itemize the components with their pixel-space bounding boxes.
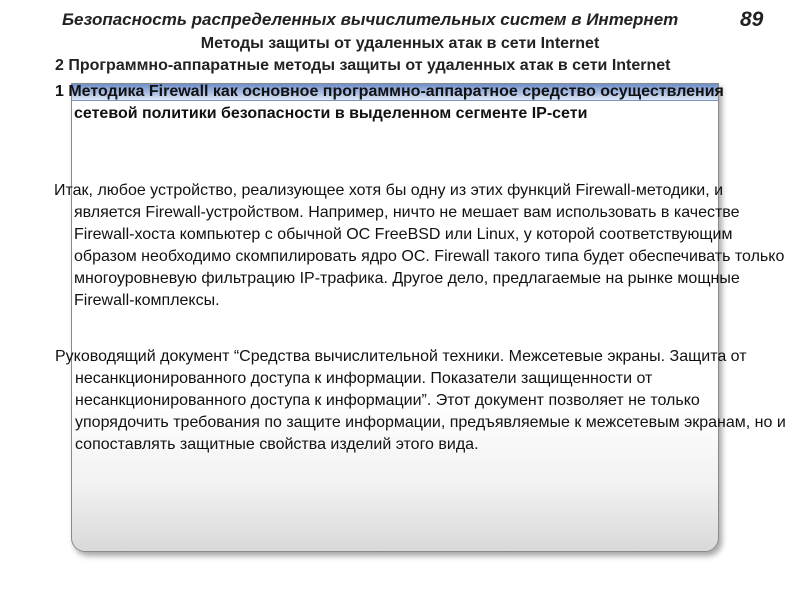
page-number: 89 <box>740 8 764 31</box>
page-subtitle: Методы защиты от удаленных атак в сети Internet <box>200 35 600 52</box>
body-paragraph-2: Руководящий документ “Средства вычислительной техники. Межсетевые экраны. Защита от несанкционированного доступа к информации. Показатели защищенности от несанкционированного доступа к информации”. Этот документ позволяет не только упорядочить требования по защите информации, предъявляемые к межсетевым экранам, но и сопоставлять защитные свойства изделий этого вида. <box>55 348 786 453</box>
subsection-heading: 1 Методика Firewall как основное программно-аппаратное средство осуществления сетевой политики безопасности в выделенном сегменте IP-сети <box>55 83 724 122</box>
content-panel <box>71 83 719 552</box>
page-header-title: Безопасность распределенных вычислительных систем в Интернет <box>62 10 679 29</box>
body-paragraph-1: Итак, любое устройство, реализующее хотя бы одну из этих функций Firewall-методики, и является Firewall-устройством. Например, ничто не мешает вам использовать в качестве Firewall-хоста компьютер с обычной ОС FreeBSD или Linux, у которой соответствующим образом необходимо скомпилировать ядро ОС. Firewall такого типа будет обеспечивать только многоуровневую фильтрацию IP-трафика. Другое дело, предлагаемые на рынке мощные Firewall-комплексы. <box>54 182 785 309</box>
section-heading: 2 Программно-аппаратные методы защиты от удаленных атак в сети Internet <box>55 57 671 74</box>
